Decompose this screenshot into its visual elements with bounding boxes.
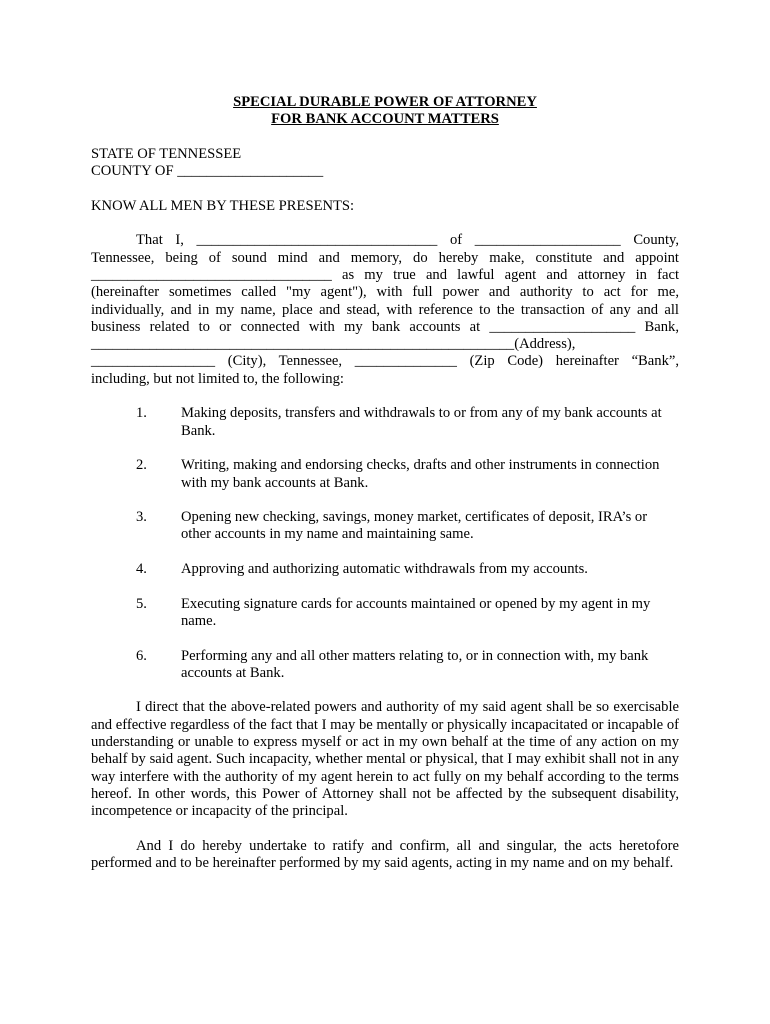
list-item-text: Executing signature cards for accounts maintained or opened by my agent in my name. — [181, 595, 651, 629]
list-item — [91, 648, 679, 683]
appointment-line-3: _________________________________ as my true and lawful agent and attorney in fact — [91, 266, 679, 283]
list-item-number: 1. — [136, 405, 147, 422]
appointment-line-6: business related to or connected with my bank accounts at ____________________ Bank, — [91, 318, 679, 335]
appointment-line-8: _________________ (City), Tennessee, ______________ (Zip Code) hereinafter “Bank”, — [91, 353, 679, 370]
appointment-paragraph — [91, 232, 679, 388]
list-item-number: 5. — [136, 595, 147, 612]
ratification-paragraph: And I do hereby undertake to ratify and confirm, all and singular, the acts heretofore performed and to be hereinafter performed by my said agents, acting in my name and on my behalf. — [91, 837, 679, 872]
list-item-text: Approving and authorizing automatic withdrawals from my accounts. — [181, 561, 588, 578]
list-item — [91, 561, 679, 578]
appointment-line-5: individually, and in my name, place and stead, with reference to the transaction of any and all — [91, 301, 679, 318]
list-item-number: 3. — [136, 509, 147, 526]
appointment-line-2: Tennessee, being of sound mind and memory, do hereby make, constitute and appoint — [91, 249, 679, 266]
county-line: COUNTY OF ____________________ — [91, 163, 324, 180]
powers-list — [91, 405, 679, 682]
appointment-line-1: That I, _________________________________ of ____________________ County, — [136, 232, 679, 249]
list-item — [91, 596, 679, 631]
incapacity-paragraph: I direct that the above-related powers and authority of my said agent shall be so exercisable and effective regardless of the fact that I may be mentally or physically incapacitated or incapable of understanding or unable to express myself or act in my own behalf at the time of any action on my behalf by said agent. Such incapacity, whether mental or physical, that I may exhibit shall not in any way interfere with the authority of my agent herein to act fully on my behalf according to the terms hereof. In other words, this Power of Attorney shall not be affected by the subsequent disability, incompetence or incapacity of the principal. — [91, 699, 679, 820]
list-item-number: 4. — [136, 561, 147, 578]
list-item-text: Opening new checking, savings, money market, certificates of deposit, IRA’s or other accounts in my name and maintaining same. — [181, 509, 648, 543]
appointment-line-9: including, but not limited to, the following: — [91, 370, 344, 387]
list-item-text: Making deposits, transfers and withdrawals to or from any of my bank accounts at Bank. — [181, 405, 662, 439]
list-item-text: Writing, making and endorsing checks, drafts and other instruments in connection with my bank accounts at Bank. — [181, 457, 660, 491]
appointment-line-7: __________________________________________________________(Address), — [91, 336, 576, 353]
list-item — [91, 405, 679, 440]
list-item — [91, 457, 679, 492]
state-line: STATE OF TENNESSEE — [91, 145, 242, 162]
appointment-line-4: (hereinafter sometimes called "my agent"), with full power and authority to act for me, — [91, 284, 679, 301]
title-line-1: SPECIAL DURABLE POWER OF ATTORNEY — [233, 94, 537, 110]
document-body — [91, 94, 679, 872]
document-title — [91, 94, 679, 129]
title-line-2: FOR BANK ACCOUNT MATTERS — [271, 111, 499, 128]
list-item-number: 6. — [136, 647, 147, 664]
list-item — [91, 509, 679, 544]
list-item-number: 2. — [136, 457, 147, 474]
know-all-heading: KNOW ALL MEN BY THESE PRESENTS: — [91, 197, 355, 214]
list-item-text: Performing any and all other matters relating to, or in connection with, my bank accounts at Bank. — [181, 647, 649, 681]
